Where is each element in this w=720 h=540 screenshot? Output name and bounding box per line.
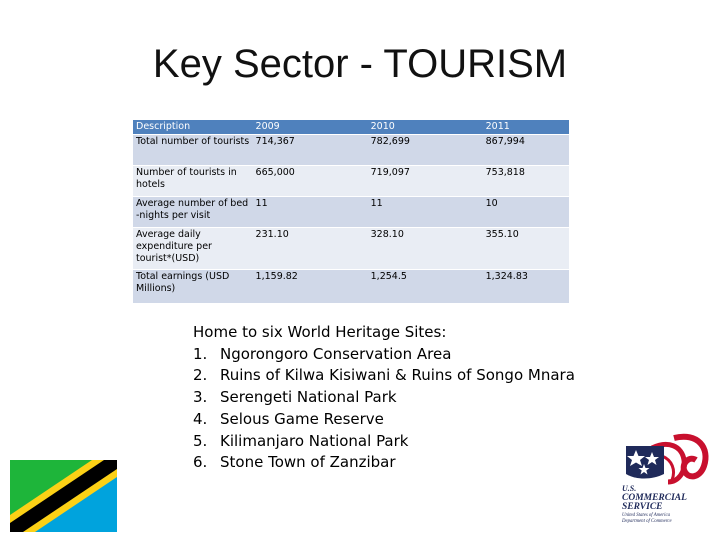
- logo-line-service: SERVICE: [622, 502, 663, 512]
- table-cell: 1,159.82: [253, 270, 368, 304]
- table-cell: 753,818: [483, 166, 569, 197]
- table-cell: 665,000: [253, 166, 368, 197]
- list-text: Ruins of Kilwa Kisiwani & Ruins of Songo Mnara: [220, 366, 575, 385]
- logo-line-us: U.S.: [622, 484, 637, 493]
- table-cell: Total earnings (USD Millions): [133, 270, 253, 304]
- table-cell: 11: [253, 197, 368, 228]
- table-cell: 10: [483, 197, 569, 228]
- table-cell: Average daily expenditure per tourist*(USD): [133, 228, 253, 270]
- table-cell: 328.10: [368, 228, 483, 270]
- table-cell: 714,367: [253, 135, 368, 166]
- table-row: [133, 166, 569, 197]
- list-item: [193, 344, 575, 366]
- slide-title: Key Sector - TOURISM: [152, 42, 568, 86]
- table-row: [133, 228, 569, 270]
- table-cell: 719,097: [368, 166, 483, 197]
- table-row: [133, 135, 569, 166]
- list-item: [193, 387, 575, 409]
- list-text: Selous Game Reserve: [220, 409, 384, 428]
- table-cell: 1,254.5: [368, 270, 483, 304]
- table-cell: Average number of bed -nights per visit: [133, 197, 253, 228]
- list-number: 1.: [193, 344, 208, 363]
- logo-line-doc: Department of Commerce: [622, 519, 672, 524]
- table-cell: 1,324.83: [483, 270, 569, 304]
- table-row: [133, 270, 569, 304]
- list-number: 5.: [193, 431, 208, 450]
- header-description: Description: [133, 120, 253, 135]
- list-number: 4.: [193, 409, 208, 428]
- list-text: Ngorongoro Conservation Area: [220, 344, 452, 363]
- table-cell: 867,994: [483, 135, 569, 166]
- list-number: 6.: [193, 453, 208, 472]
- table-cell: 231.10: [253, 228, 368, 270]
- table-cell: 11: [368, 197, 483, 228]
- table-header-row: [133, 120, 569, 135]
- list-item: [193, 431, 575, 453]
- list-number: 2.: [193, 366, 208, 385]
- tanzania-flag-icon: [10, 460, 117, 532]
- list-item: [193, 365, 575, 387]
- logo-line-commercial: COMMERCIAL: [622, 493, 687, 503]
- header-2010: 2010: [368, 120, 483, 135]
- list-text: Kilimanjaro National Park: [220, 431, 409, 450]
- table-cell: 355.10: [483, 228, 569, 270]
- header-2009: 2009: [253, 120, 368, 135]
- logo-red-swirl: [674, 437, 706, 477]
- list-number: 3.: [193, 388, 208, 407]
- table-cell: 782,699: [368, 135, 483, 166]
- heritage-sites-list: [193, 344, 575, 474]
- list-item: [193, 452, 575, 474]
- table-row: [133, 197, 569, 228]
- heritage-sites: [193, 322, 575, 474]
- logo-line-usa: United States of America: [622, 513, 671, 518]
- list-text: Stone Town of Zanzibar: [220, 453, 396, 472]
- list-text: Serengeti National Park: [220, 388, 397, 407]
- header-2011: 2011: [483, 120, 569, 135]
- us-commercial-service-logo-icon: [612, 430, 712, 530]
- table-cell: Total number of tourists: [133, 135, 253, 166]
- heritage-sites-heading: Home to six World Heritage Sites:: [193, 323, 447, 341]
- table-cell: Number of tourists in hotels: [133, 166, 253, 197]
- list-item: [193, 409, 575, 431]
- tourism-table: [133, 120, 569, 304]
